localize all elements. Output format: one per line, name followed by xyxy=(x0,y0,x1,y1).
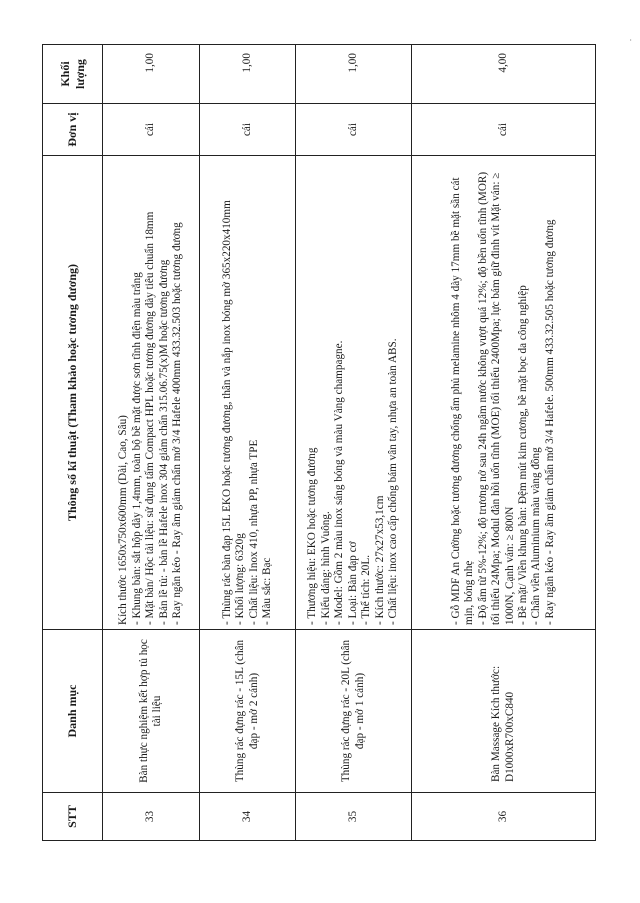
row-spec xyxy=(412,156,596,630)
header-qty: Khối lượng xyxy=(43,45,103,104)
row-name: Bàn thực nghiệm kết hợp tủ học tài liệu xyxy=(103,630,200,793)
corner-mark: · xyxy=(629,36,632,45)
row-stt: 34 xyxy=(200,793,296,841)
spec-line: - Gỗ MDF An Cường hoặc tương đương chống ẩm phủ melamine nhôm 4 dày 17mm bề mặt sần cát mịn, bóng nhẹ xyxy=(449,177,476,625)
table-row xyxy=(103,45,200,841)
header-spec: Thông số kĩ thuật (Tham khảo hoặc tương đương) xyxy=(43,156,103,630)
spec-line: - Kiểu dáng: hình Vuông. xyxy=(319,511,332,625)
row-name: Thùng rác đựng rác - 20L (chân đạp - mở 1 cánh) xyxy=(296,630,412,793)
spec-line: - Kích thước: 27x27x53,1cm xyxy=(373,495,386,625)
spec-line: - Thể tích: 20L. xyxy=(360,554,373,625)
row-unit: cái xyxy=(103,104,200,156)
row-unit: cái xyxy=(412,104,596,156)
row-spec xyxy=(200,156,296,630)
spec-line: - Loại: Bàn đạp cơ xyxy=(346,541,359,625)
row-stt: 35 xyxy=(296,793,412,841)
row-qty: 1,00 xyxy=(296,45,412,104)
row-stt: 36 xyxy=(412,793,596,841)
spec-line: - Chân viền Aluminium màu vàng đồng xyxy=(530,447,543,625)
spec-line: - Ray ngăn kéo - Ray âm giảm chấn mở 3/4 Hafele. 500mm 433.32.505 hoặc tương đương xyxy=(543,219,556,625)
spec-line: - Mặt bàn/ Hộc tài liệu: sử dụng tấm Compact HPL hoặc tương đương dày tiêu chuẩn 18mm xyxy=(144,211,157,625)
spec-line: - Màu sắc: Bạc xyxy=(260,557,273,625)
spec-line: - Chất liệu: inox cao cấp chống bám vân tay, nhựa an toàn ABS. xyxy=(387,338,400,625)
header-name: Danh mục xyxy=(43,630,103,793)
row-name: Bàn Massage Kích thước: D1000xR700xC840 xyxy=(412,630,596,793)
spec-line: - Thương hiệu: EKO hoặc tương đương xyxy=(306,447,319,625)
table-row xyxy=(200,45,296,841)
spec-table xyxy=(42,44,596,841)
spec-line: - Độ ẩm từ 5%-12%; độ trương nở sau 24h ngâm nước không vượt quá 12%; độ bền uốn tĩnh (MOR) tối thiểu 24Mpa; Modul đàn hồi uốn tĩnh (MOE) tối thiểu 2400Mpa; lực bám giữ đinh vít Mặt ván: ≥ 1000N, Cạnh ván: ≥ 800N xyxy=(476,171,516,625)
spec-line: - Khung bàn: sắt hộp dày 1,4mm, toàn bộ bề mặt được sơn tĩnh điện màu trắng xyxy=(130,272,143,625)
row-stt: 33 xyxy=(103,793,200,841)
spec-line: - Ray ngăn kéo - Ray âm giảm chấn mở 3/4 Hafele 400mm 433.32.503 hoặc tương đương xyxy=(171,222,184,625)
header-unit: Đơn vị xyxy=(43,104,103,156)
row-spec xyxy=(103,156,200,630)
table-row xyxy=(296,45,412,841)
row-qty: 4,00 xyxy=(412,45,596,104)
row-name: Thùng rác đựng rác - 15L (chân đạp - mở 2 cánh) xyxy=(200,630,296,793)
spec-line: - Bản lề tủ: - bản lề Hafele inox 304 giảm chấn 315.06.75(x)M hoặc tương đương xyxy=(157,259,170,625)
table-header-row xyxy=(43,45,103,841)
row-qty: 1,00 xyxy=(103,45,200,104)
row-spec xyxy=(296,156,412,630)
spec-line: - Chất liệu: Inox 410, nhựa PP, nhựa TPE xyxy=(247,439,260,625)
spec-line: - Khối lượng: 6320g xyxy=(234,533,247,625)
header-stt: STT xyxy=(43,793,103,841)
spec-line: Kích thước 1650x750x600mm (Dài, Cao, Sâu) xyxy=(117,415,130,625)
row-unit: cái xyxy=(296,104,412,156)
row-qty: 1,00 xyxy=(200,45,296,104)
spec-line: - Model: Gồm 2 màu inox sáng bóng và màu Vàng champagne. xyxy=(333,340,346,625)
row-unit: cái xyxy=(200,104,296,156)
spec-line: - Thùng rác bàn đạp 15L EKO hoặc tương đương, thân và nắp inox bóng mờ 365x220x410mm xyxy=(220,200,233,625)
table-row xyxy=(412,45,596,841)
spec-line: - Bề mặt/ Viền khung bàn: Đệm mút kim cương, bề mặt bọc da công nghiệp xyxy=(516,285,529,625)
